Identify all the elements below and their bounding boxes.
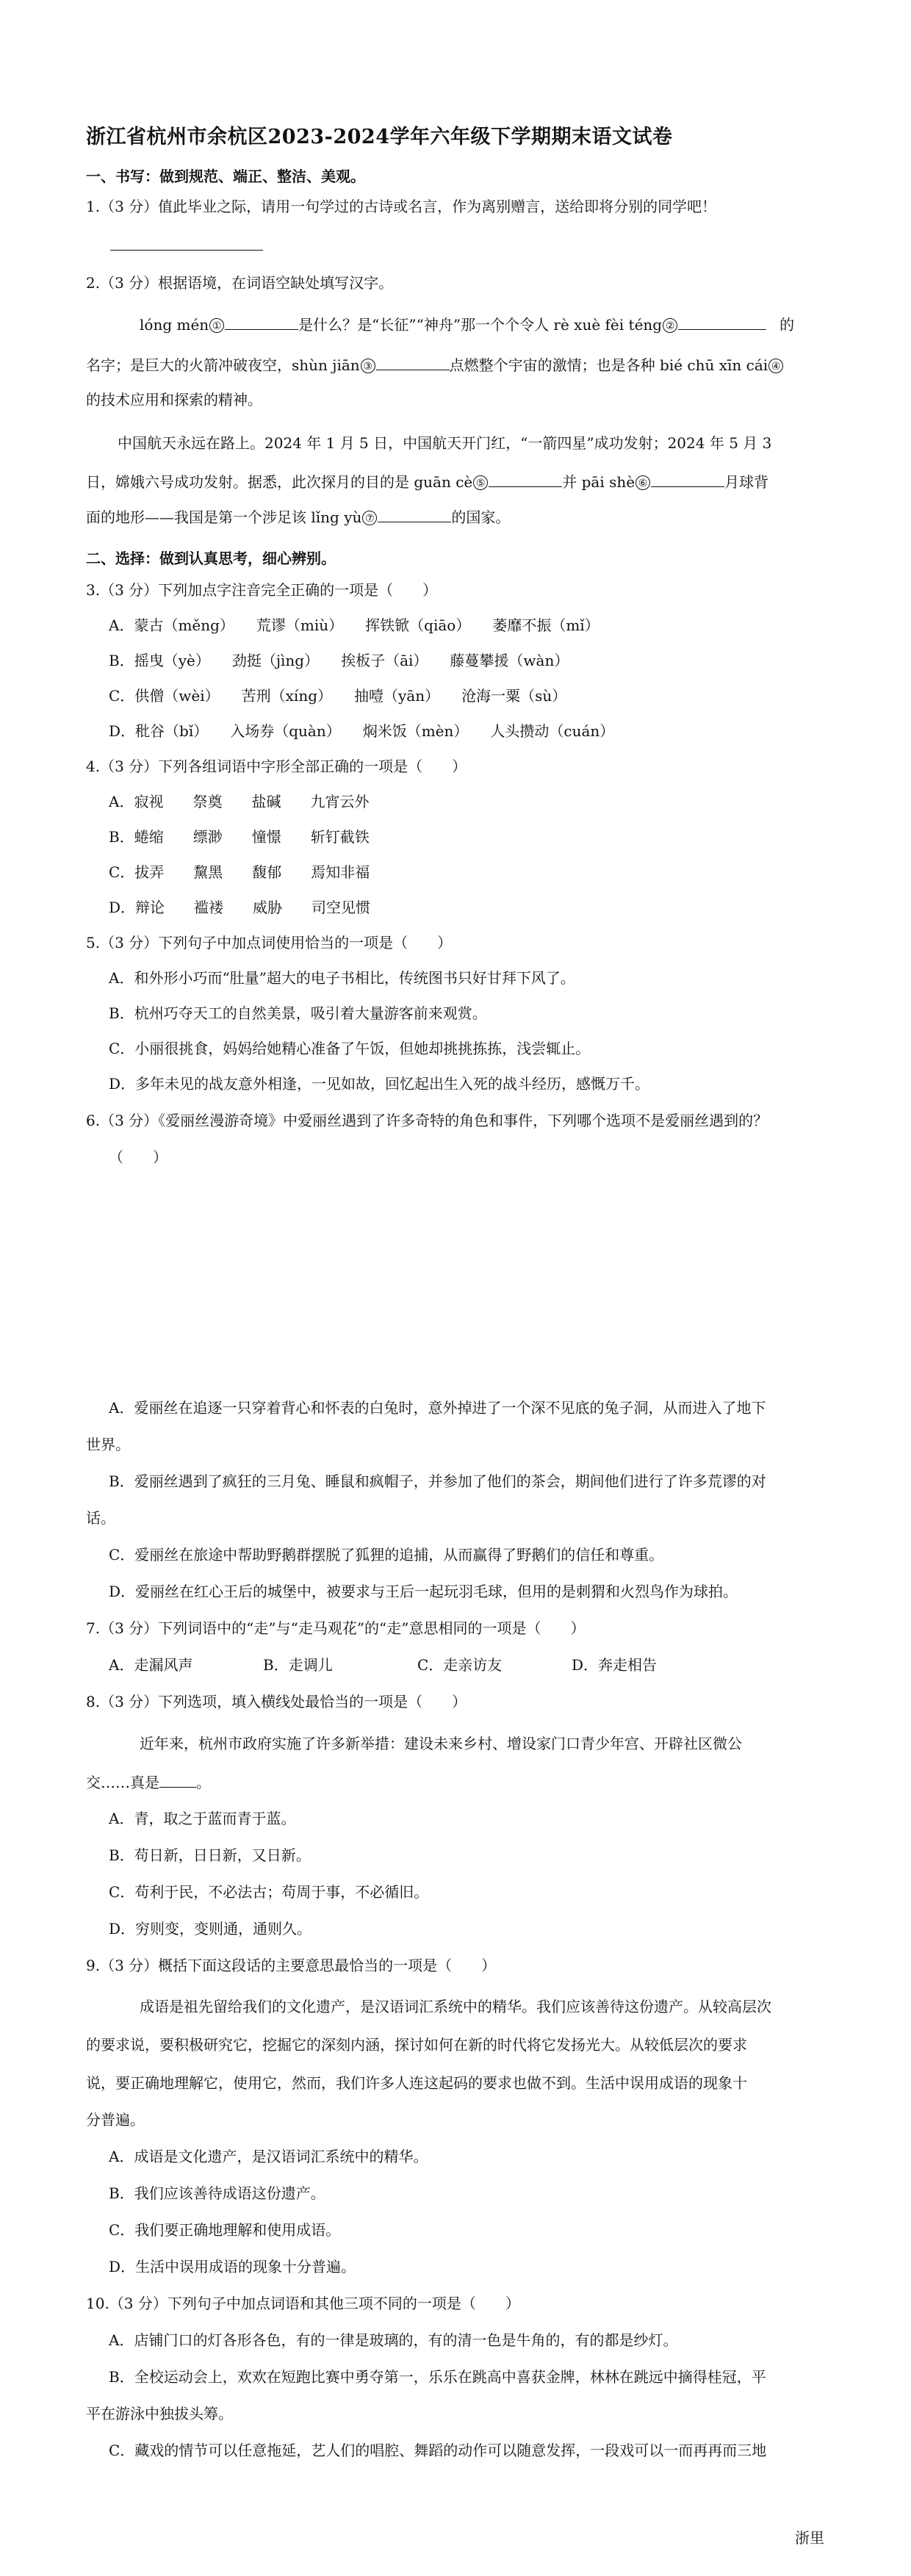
q2-line-6	[86, 507, 510, 527]
blank-number-6: ⑥	[635, 475, 650, 490]
q2-text-2: 名字；是巨大的火箭冲破夜空，shùn jiān	[86, 356, 360, 374]
q2-text-2b: 点燃整个宇宙的激情；也是各种 bié chū xīn cái	[449, 356, 768, 374]
q8-passage-2b: 。	[196, 1774, 211, 1791]
question-6-paren: （ ）	[109, 1148, 168, 1166]
blank-number-2: ②	[663, 318, 677, 333]
exam-title: 浙江省杭州市余杭区2023-2024学年六年级下学期期末语文试卷	[86, 126, 673, 148]
question-4-stem: 4.（3 分）下列各组词语中字形全部正确的一项是（ ）	[86, 758, 467, 775]
question-6-stem: 6.（3 分）《爱丽丝漫游奇境》中爱丽丝遇到了许多奇特的角色和事件，下列哪个选项不是爱丽丝遇到的？	[86, 1112, 768, 1129]
q4-option-a[interactable]: A．寂视 祭奠 盐碱 九宵云外	[109, 793, 370, 810]
q3-option-d[interactable]: D．秕谷（bǐ） 入场券（quàn） 焖米饭（mèn） 人头攒动（cuán）	[109, 722, 615, 740]
blank-7[interactable]	[378, 507, 451, 522]
q9-option-d[interactable]: D．生活中误用成语的现象十分普遍。	[109, 2258, 356, 2275]
blank-number-7: ⑦	[362, 511, 377, 525]
q8-option-c[interactable]: C．苟利于民，不必法古；苟周于事，不必循旧。	[109, 1883, 429, 1901]
q9-option-a[interactable]: A．成语是文化遗产，是汉语词汇系统中的精华。	[109, 2148, 428, 2165]
q6-option-b[interactable]: B．爱丽丝遇到了疯狂的三月兔、睡鼠和疯帽子，并参加了他们的茶会，期间他们进行了许多荒谬的对	[109, 1472, 766, 1490]
q2-text-5c: 月球背	[724, 473, 769, 491]
q10-option-b-cont: 平在游泳中独拔头筹。	[86, 2405, 233, 2422]
question-9-stem: 9.（3 分）概括下面这段话的主要意思最恰当的一项是（ ）	[86, 1957, 497, 1974]
q6-option-a-cont: 世界。	[86, 1436, 130, 1453]
blank-number-5: ⑤	[473, 475, 488, 490]
q6-option-a[interactable]: A．爱丽丝在追逐一只穿着背心和怀表的白兔时，意外掉进了一个深不见底的兔子洞，从而进入了地下	[109, 1399, 766, 1417]
q2-text-1-end: 的	[779, 316, 795, 334]
q10-option-c[interactable]: C．藏戏的情节可以任意拖延，艺人们的唱腔、舞蹈的动作可以随意发挥，一段戏可以一而再再而三地	[109, 2442, 767, 2459]
question-3-stem: 3.（3 分）下列加点字注音完全正确的一项是（ ）	[86, 581, 438, 599]
q8-passage-2a: 交……真是	[86, 1774, 159, 1791]
q8-passage-1: 近年来，杭州市政府实施了许多新举措：建设未来乡村、增设家门口青少年宫、开辟社区微公	[140, 1735, 742, 1752]
q9-option-c[interactable]: C．我们要正确地理解和使用成语。	[109, 2221, 341, 2239]
q9-option-b[interactable]: B．我们应该善待成语这份遗产。	[109, 2184, 325, 2202]
blank-6[interactable]	[651, 472, 724, 487]
q7-option-b[interactable]: B．走调儿	[263, 1656, 333, 1674]
q5-option-d[interactable]: D．多年未见的战友意外相逢，一见如故，回忆起出生入死的战斗经历，感慨万千。	[109, 1075, 650, 1093]
question-1: 1.（3 分）值此毕业之际，请用一句学过的古诗或名言，作为离别赠言，送给即将分别的同学吧！	[86, 198, 717, 215]
q5-option-b[interactable]: B．杭州巧夺天工的自然美景，吸引着大量游客前来观赏。	[109, 1004, 487, 1022]
q7-options	[109, 1655, 726, 1674]
blank-number-4: ④	[768, 359, 783, 373]
q7-option-a[interactable]: A．走漏风声	[109, 1656, 193, 1674]
q9-passage-4: 分普遍。	[86, 2111, 145, 2129]
q2-line-4: 中国航天永远在路上。2024 年 1 月 5 日，中国航天开门红，“一箭四星”成功发射；2024 年 5 月 3	[118, 434, 772, 452]
q6-option-c[interactable]: C．爱丽丝在旅途中帮助野鹅群摆脱了狐狸的追捕，从而赢得了野鹅们的信任和尊重。	[109, 1546, 664, 1564]
q2-line-2	[86, 355, 784, 375]
q10-option-b[interactable]: B．全校运动会上，欢欢在短跑比赛中勇夺第一，乐乐在跳高中喜获金牌，林林在跳远中摘得桂冠，平	[109, 2368, 766, 2386]
q10-option-a[interactable]: A．店铺门口的灯各形各色，有的一律是玻璃的，有的清一色是牛角的，有的都是纱灯。	[109, 2331, 678, 2349]
section-2-heading: 二、选择：做到认真思考，细心辨别。	[86, 550, 336, 567]
q2-line-3: 的技术应用和探索的精神。	[86, 391, 262, 409]
q2-line-1	[140, 314, 794, 334]
q4-option-d[interactable]: D．辩论 褴褛 威胁 司空见惯	[109, 899, 371, 916]
q8-blank[interactable]	[159, 1772, 196, 1788]
page-footer: 浙里	[795, 2529, 824, 2547]
q4-option-b[interactable]: B．蜷缩 缥渺 憧憬 斩钉截铁	[109, 828, 370, 846]
q4-option-c[interactable]: C．拔弄 黧黑 馥郁 焉知非福	[109, 863, 370, 881]
section-1-heading: 一、书写：做到规范、端正、整洁、美观。	[86, 168, 365, 185]
blank-5[interactable]	[489, 472, 562, 487]
q2-text-6b: 的国家。	[451, 508, 511, 526]
q7-option-d[interactable]: D．奔走相告	[572, 1656, 658, 1674]
question-5-stem: 5.（3 分）下列句子中加点词使用恰当的一项是（ ）	[86, 934, 453, 951]
question-10-stem: 10.（3 分）下列句子中加点词语和其他三项不同的一项是（ ）	[86, 2295, 520, 2312]
q8-option-d[interactable]: D．穷则变，变则通，通则久。	[109, 1920, 312, 1938]
blank-number-3: ③	[361, 359, 375, 373]
q8-passage-2	[86, 1772, 211, 1792]
q3-option-b[interactable]: B．摇曳（yè） 劲挺（jìng） 挨板子（āi） 藤蔓攀援（wàn）	[109, 652, 569, 669]
q2-line-5	[86, 472, 768, 492]
blank-1[interactable]	[225, 314, 298, 330]
question-2-stem: 2.（3 分）根据语境，在词语空缺处填写汉字。	[86, 274, 394, 292]
question-8-stem: 8.（3 分）下列选项，填入横线处最恰当的一项是（ ）	[86, 1693, 467, 1710]
pinyin-longmen: lóng mén	[140, 316, 209, 334]
q8-option-a[interactable]: A．青，取之于蓝而青于蓝。	[109, 1810, 296, 1827]
q3-option-c[interactable]: C．供僧（wèi） 苦刑（xíng） 抽噎（yān） 沧海一粟（sù）	[109, 687, 567, 705]
q9-passage-2: 的要求说，要积极研究它，挖掘它的深刻内涵，探讨如何在新的时代将它发扬光大。从较低层次的要求	[86, 2036, 747, 2054]
answer-line-1[interactable]	[110, 250, 263, 251]
q6-option-d[interactable]: D．爱丽丝在红心王后的城堡中，被要求与王后一起玩羽毛球，但用的是刺猬和火烈鸟作为球拍。	[109, 1583, 738, 1600]
q9-passage-3: 说，要正确地理解它，使用它，然而，我们许多人连这起码的要求也做不到。生活中误用成语的现象十	[86, 2074, 747, 2092]
q2-text-1: 是什么？是“长征”“神舟”那一个个令人 rè xuè fèi téng	[298, 316, 663, 334]
q7-option-c[interactable]: C．走亲访友	[417, 1656, 503, 1674]
q6-option-b-cont: 话。	[86, 1509, 115, 1527]
q8-option-b[interactable]: B．苟日新，日日新，又日新。	[109, 1846, 311, 1864]
q2-text-6a: 面的地形——我国是第一个涉足该 lǐng yù	[86, 508, 362, 526]
q2-text-5b: 并 pāi shè	[562, 473, 635, 491]
q5-option-c[interactable]: C．小丽很挑食，妈妈给她精心准备了午饭，但她却挑挑拣拣，浅尝辄止。	[109, 1040, 591, 1057]
blank-3[interactable]	[376, 355, 450, 370]
q5-option-a[interactable]: A．和外形小巧而“肚量”超大的电子书相比，传统图书只好甘拜下风了。	[109, 969, 575, 987]
q9-passage-1: 成语是祖先留给我们的文化遗产，是汉语词汇系统中的精华。我们应该善待这份遗产。从较高层次	[140, 1998, 771, 2015]
blank-number-1: ①	[209, 318, 224, 333]
q2-text-5a: 日，嫦娥六号成功发射。据悉，此次探月的目的是 guān cè	[86, 473, 473, 491]
question-7-stem: 7.（3 分）下列词语中的“走”与“走马观花”的“走”意思相同的一项是（ ）	[86, 1619, 586, 1637]
blank-2[interactable]	[678, 314, 766, 330]
q3-option-a[interactable]: A．蒙古（měng） 荒谬（miù） 挥铁锨（qiāo） 萎靡不振（mǐ）	[109, 616, 599, 634]
